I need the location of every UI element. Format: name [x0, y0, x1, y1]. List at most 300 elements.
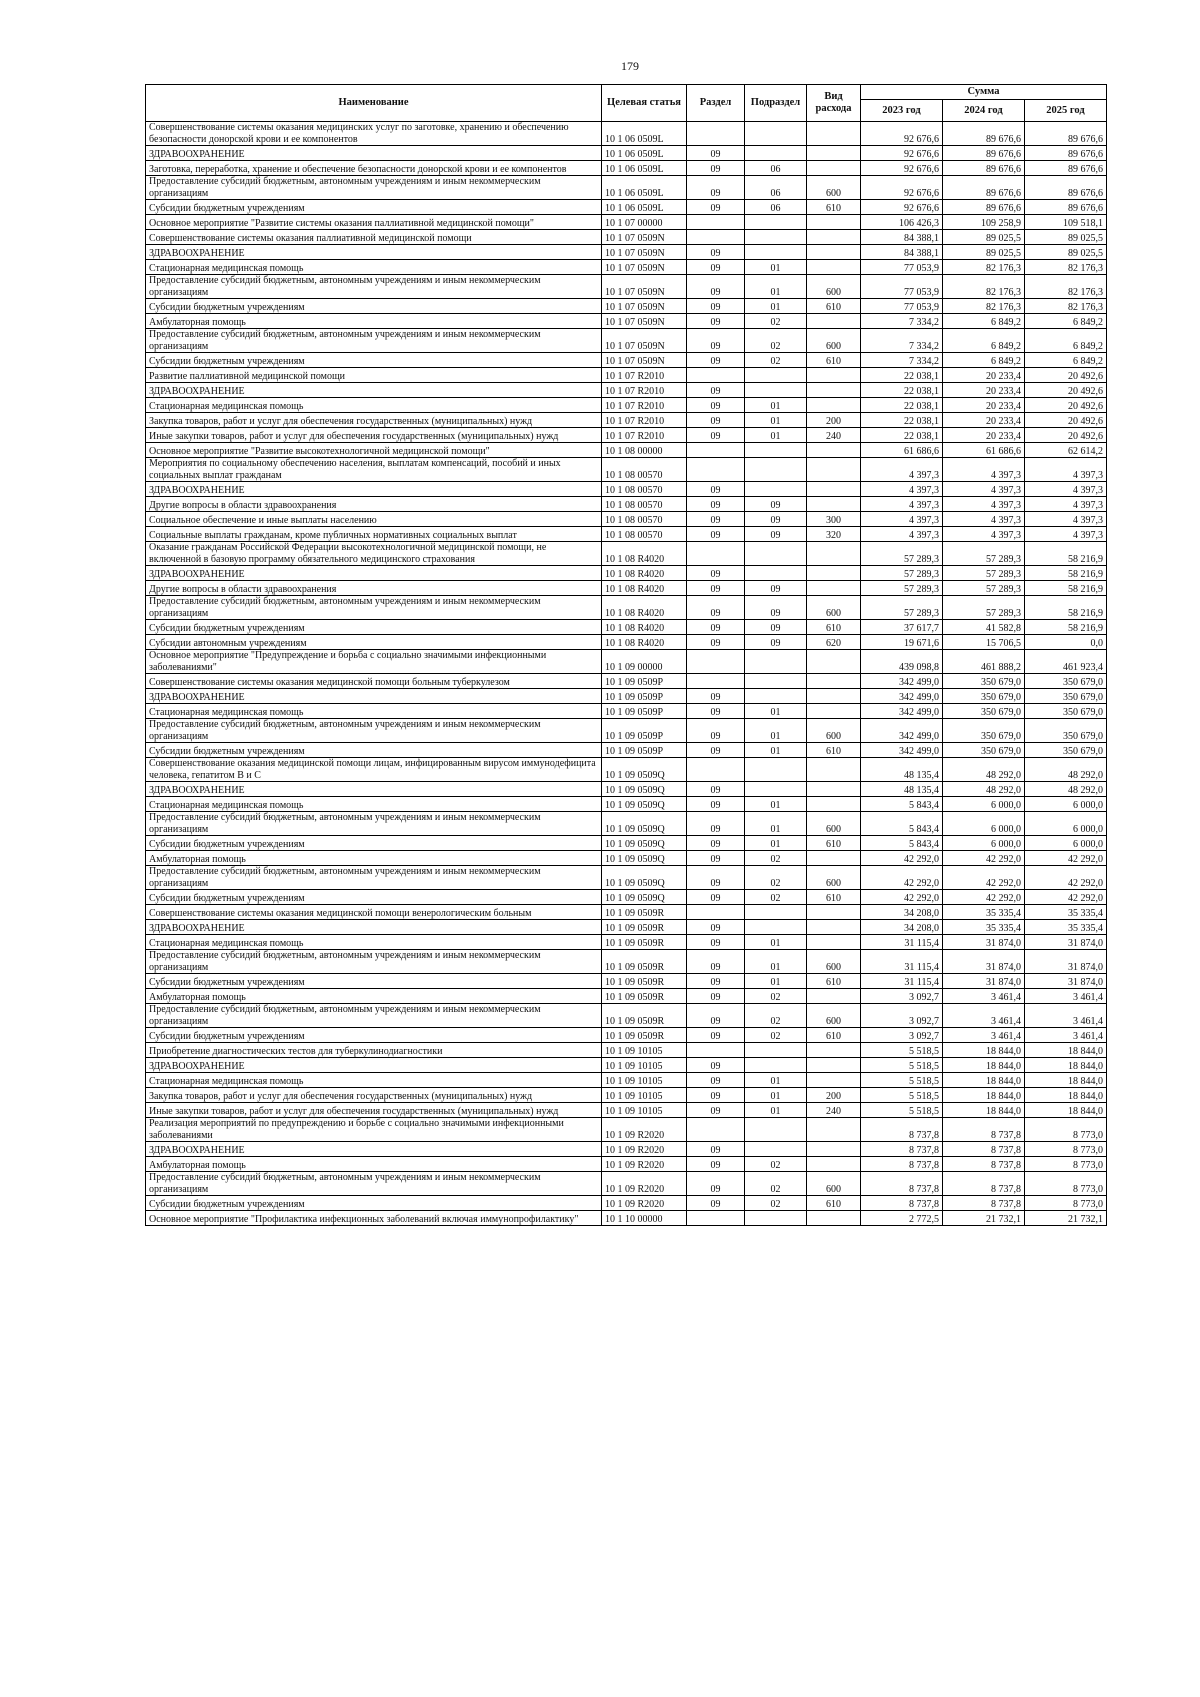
cell-expense-type: 610: [807, 200, 861, 215]
cell-sum-2023: 92 676,6: [861, 200, 943, 215]
table-row: [146, 1004, 1107, 1028]
cell-target-code: 10 1 09 0509Q: [602, 851, 687, 866]
cell-name: Субсидии бюджетным учреждениям: [146, 200, 602, 215]
cell-sum-2023: 4 397,3: [861, 512, 943, 527]
cell-subsection: 02: [745, 866, 807, 890]
cell-section: 09: [687, 812, 745, 836]
header-sum: Сумма: [861, 85, 1107, 100]
cell-name: Амбулаторная помощь: [146, 851, 602, 866]
cell-target-code: 10 1 06 0509L: [602, 161, 687, 176]
cell-expense-type: 600: [807, 1172, 861, 1196]
cell-sum-2025: 350 679,0: [1025, 704, 1107, 719]
cell-subsection: 06: [745, 176, 807, 200]
cell-sum-2024: 20 233,4: [943, 383, 1025, 398]
cell-sum-2024: 82 176,3: [943, 275, 1025, 299]
cell-expense-type: 610: [807, 743, 861, 758]
cell-sum-2023: 5 518,5: [861, 1043, 943, 1058]
cell-section: 09: [687, 299, 745, 314]
cell-section: 09: [687, 743, 745, 758]
cell-section: 09: [687, 512, 745, 527]
page-number: 179: [621, 59, 639, 73]
cell-target-code: 10 1 09 0509Q: [602, 782, 687, 797]
cell-sum-2024: 31 874,0: [943, 974, 1025, 989]
header-year-2023: 2023 год: [861, 100, 943, 122]
cell-sum-2023: 19 671,6: [861, 635, 943, 650]
table-row: [146, 689, 1107, 704]
cell-sum-2025: 18 844,0: [1025, 1088, 1107, 1103]
cell-target-code: 10 1 09 R2020: [602, 1157, 687, 1172]
cell-name: Субсидии бюджетным учреждениям: [146, 1196, 602, 1211]
cell-sum-2024: 18 844,0: [943, 1043, 1025, 1058]
cell-sum-2025: 21 732,1: [1025, 1211, 1107, 1226]
cell-section: 09: [687, 596, 745, 620]
cell-sum-2024: 8 737,8: [943, 1157, 1025, 1172]
cell-sum-2023: 34 208,0: [861, 920, 943, 935]
cell-name: Совершенствование системы оказания паллиативной медицинской помощи: [146, 230, 602, 245]
cell-expense-type: [807, 935, 861, 950]
cell-section: 09: [687, 314, 745, 329]
cell-name: Предоставление субсидий бюджетным, автономным учреждениям и иным некоммерческим организациям: [146, 176, 602, 200]
cell-subsection: 01: [745, 812, 807, 836]
table-body: [146, 122, 1107, 1226]
cell-expense-type: [807, 989, 861, 1004]
cell-sum-2023: 342 499,0: [861, 674, 943, 689]
cell-sum-2025: 31 874,0: [1025, 974, 1107, 989]
cell-expense-type: [807, 1073, 861, 1088]
cell-subsection: 09: [745, 635, 807, 650]
cell-name: Стационарная медицинская помощь: [146, 704, 602, 719]
cell-subsection: 02: [745, 851, 807, 866]
cell-sum-2024: 109 258,9: [943, 215, 1025, 230]
table-row: [146, 950, 1107, 974]
cell-section: [687, 674, 745, 689]
cell-expense-type: 610: [807, 890, 861, 905]
cell-subsection: 09: [745, 596, 807, 620]
cell-expense-type: 600: [807, 275, 861, 299]
cell-subsection: [745, 1043, 807, 1058]
cell-expense-type: 600: [807, 812, 861, 836]
cell-target-code: 10 1 08 R4020: [602, 620, 687, 635]
table-row: [146, 920, 1107, 935]
cell-sum-2023: 439 098,8: [861, 650, 943, 674]
cell-section: 09: [687, 176, 745, 200]
cell-sum-2024: 350 679,0: [943, 719, 1025, 743]
table-row: [146, 383, 1107, 398]
header-code: Целевая статья: [602, 85, 687, 122]
cell-sum-2024: 461 888,2: [943, 650, 1025, 674]
cell-expense-type: [807, 851, 861, 866]
cell-sum-2025: 6 000,0: [1025, 797, 1107, 812]
cell-sum-2023: 8 737,8: [861, 1142, 943, 1157]
cell-section: 09: [687, 527, 745, 542]
cell-sum-2024: 4 397,3: [943, 482, 1025, 497]
table-row: [146, 704, 1107, 719]
cell-subsection: 01: [745, 797, 807, 812]
table-row: [146, 230, 1107, 245]
table-row: [146, 368, 1107, 383]
table-row: [146, 989, 1107, 1004]
cell-sum-2023: 77 053,9: [861, 275, 943, 299]
cell-sum-2024: 350 679,0: [943, 704, 1025, 719]
cell-subsection: 02: [745, 1172, 807, 1196]
table-row: [146, 743, 1107, 758]
cell-sum-2023: 3 092,7: [861, 1028, 943, 1043]
cell-subsection: [745, 1118, 807, 1142]
cell-section: 09: [687, 719, 745, 743]
cell-sum-2023: 57 289,3: [861, 566, 943, 581]
cell-subsection: [745, 905, 807, 920]
cell-sum-2024: 57 289,3: [943, 596, 1025, 620]
cell-expense-type: 200: [807, 413, 861, 428]
cell-sum-2025: 89 676,6: [1025, 146, 1107, 161]
cell-target-code: 10 1 09 10105: [602, 1073, 687, 1088]
cell-name: Социальное обеспечение и иные выплаты населению: [146, 512, 602, 527]
cell-sum-2024: 350 679,0: [943, 674, 1025, 689]
cell-name: Совершенствование системы оказания медицинской помощи больным туберкулезом: [146, 674, 602, 689]
cell-sum-2024: 48 292,0: [943, 758, 1025, 782]
table-row: [146, 1142, 1107, 1157]
cell-subsection: 01: [745, 836, 807, 851]
cell-name: Субсидии бюджетным учреждениям: [146, 299, 602, 314]
cell-subsection: 02: [745, 890, 807, 905]
cell-expense-type: 610: [807, 836, 861, 851]
cell-sum-2024: 8 737,8: [943, 1196, 1025, 1211]
cell-sum-2025: 35 335,4: [1025, 920, 1107, 935]
cell-sum-2025: 18 844,0: [1025, 1073, 1107, 1088]
cell-target-code: 10 1 06 0509L: [602, 146, 687, 161]
cell-sum-2025: 35 335,4: [1025, 905, 1107, 920]
cell-name: Другие вопросы в области здравоохранения: [146, 581, 602, 596]
cell-expense-type: 620: [807, 635, 861, 650]
cell-section: 09: [687, 1004, 745, 1028]
cell-name: Закупка товаров, работ и услуг для обеспечения государственных (муниципальных) нужд: [146, 413, 602, 428]
cell-name: Развитие паллиативной медицинской помощи: [146, 368, 602, 383]
cell-target-code: 10 1 09 0509P: [602, 689, 687, 704]
cell-sum-2023: 48 135,4: [861, 758, 943, 782]
cell-sum-2024: 3 461,4: [943, 989, 1025, 1004]
cell-sum-2024: 6 000,0: [943, 797, 1025, 812]
cell-name: Субсидии автономным учреждениям: [146, 635, 602, 650]
table-row: [146, 200, 1107, 215]
cell-subsection: [745, 146, 807, 161]
cell-subsection: 02: [745, 989, 807, 1004]
table-row: [146, 1172, 1107, 1196]
cell-sum-2024: 89 676,6: [943, 122, 1025, 146]
cell-subsection: [745, 542, 807, 566]
cell-section: 09: [687, 581, 745, 596]
cell-sum-2025: 3 461,4: [1025, 989, 1107, 1004]
cell-sum-2023: 3 092,7: [861, 989, 943, 1004]
table-row: [146, 1043, 1107, 1058]
cell-sum-2024: 20 233,4: [943, 413, 1025, 428]
cell-target-code: 10 1 09 0509Q: [602, 758, 687, 782]
cell-section: 09: [687, 245, 745, 260]
cell-target-code: 10 1 07 R2010: [602, 368, 687, 383]
cell-target-code: 10 1 07 00000: [602, 215, 687, 230]
cell-subsection: 01: [745, 398, 807, 413]
cell-name: ЗДРАВООХРАНЕНИЕ: [146, 482, 602, 497]
cell-target-code: 10 1 09 0509P: [602, 674, 687, 689]
cell-section: [687, 230, 745, 245]
cell-sum-2025: 8 773,0: [1025, 1142, 1107, 1157]
cell-subsection: 01: [745, 719, 807, 743]
cell-expense-type: [807, 797, 861, 812]
cell-section: [687, 1211, 745, 1226]
cell-sum-2025: 6 849,2: [1025, 314, 1107, 329]
cell-sum-2024: 57 289,3: [943, 581, 1025, 596]
cell-section: [687, 905, 745, 920]
cell-sum-2023: 31 115,4: [861, 935, 943, 950]
table-row: [146, 146, 1107, 161]
cell-sum-2024: 89 676,6: [943, 200, 1025, 215]
cell-sum-2024: 350 679,0: [943, 689, 1025, 704]
table-row: [146, 161, 1107, 176]
cell-name: Мероприятия по социальному обеспечению населения, выплатам компенсаций, пособий и иных социальных выплат гражданам: [146, 458, 602, 482]
table-row: [146, 398, 1107, 413]
cell-target-code: 10 1 09 0509Q: [602, 866, 687, 890]
cell-sum-2025: 42 292,0: [1025, 890, 1107, 905]
cell-sum-2025: 6 849,2: [1025, 353, 1107, 368]
cell-name: Приобретение диагностических тестов для туберкулинодиагностики: [146, 1043, 602, 1058]
cell-sum-2025: 18 844,0: [1025, 1103, 1107, 1118]
cell-expense-type: [807, 1142, 861, 1157]
cell-target-code: 10 1 09 10105: [602, 1058, 687, 1073]
cell-name: Амбулаторная помощь: [146, 989, 602, 1004]
cell-sum-2023: 77 053,9: [861, 299, 943, 314]
cell-target-code: 10 1 08 R4020: [602, 566, 687, 581]
cell-expense-type: [807, 215, 861, 230]
table-row: [146, 650, 1107, 674]
cell-sum-2024: 41 582,8: [943, 620, 1025, 635]
cell-section: 09: [687, 890, 745, 905]
cell-sum-2023: 48 135,4: [861, 782, 943, 797]
cell-subsection: 02: [745, 1196, 807, 1211]
cell-expense-type: 240: [807, 1103, 861, 1118]
cell-expense-type: 240: [807, 428, 861, 443]
cell-sum-2024: 57 289,3: [943, 566, 1025, 581]
cell-target-code: 10 1 08 00570: [602, 497, 687, 512]
cell-subsection: [745, 650, 807, 674]
cell-sum-2023: 7 334,2: [861, 314, 943, 329]
cell-section: 09: [687, 689, 745, 704]
cell-target-code: 10 1 09 0509R: [602, 935, 687, 950]
cell-sum-2025: 350 679,0: [1025, 689, 1107, 704]
cell-sum-2025: 48 292,0: [1025, 758, 1107, 782]
cell-name: Совершенствование оказания медицинской помощи лицам, инфицированным вирусом иммунодефицита человека, гепатитом В и С: [146, 758, 602, 782]
cell-sum-2023: 8 737,8: [861, 1172, 943, 1196]
cell-sum-2023: 5 518,5: [861, 1088, 943, 1103]
cell-name: Оказание гражданам Российской Федерации высокотехнологичной медицинской помощи, не включенной в базовую программу обязательного медицинского страхования: [146, 542, 602, 566]
cell-expense-type: [807, 260, 861, 275]
cell-subsection: 02: [745, 1004, 807, 1028]
cell-sum-2023: 22 038,1: [861, 368, 943, 383]
cell-sum-2024: 20 233,4: [943, 368, 1025, 383]
cell-subsection: 09: [745, 512, 807, 527]
cell-sum-2023: 92 676,6: [861, 122, 943, 146]
cell-subsection: 06: [745, 161, 807, 176]
cell-name: Реализация мероприятий по предупреждению и борьбе с социально значимыми инфекционными заболеваниями: [146, 1118, 602, 1142]
table-row: [146, 635, 1107, 650]
cell-sum-2025: 20 492,6: [1025, 413, 1107, 428]
cell-subsection: [745, 368, 807, 383]
cell-section: 09: [687, 329, 745, 353]
cell-subsection: 01: [745, 1073, 807, 1088]
cell-sum-2023: 3 092,7: [861, 1004, 943, 1028]
cell-sum-2023: 7 334,2: [861, 353, 943, 368]
cell-target-code: 10 1 09 0509Q: [602, 812, 687, 836]
cell-sum-2023: 42 292,0: [861, 866, 943, 890]
cell-target-code: 10 1 07 0509N: [602, 230, 687, 245]
cell-expense-type: [807, 398, 861, 413]
cell-section: 09: [687, 146, 745, 161]
cell-sum-2024: 350 679,0: [943, 743, 1025, 758]
cell-sum-2023: 7 334,2: [861, 329, 943, 353]
cell-sum-2023: 34 208,0: [861, 905, 943, 920]
cell-sum-2024: 6 849,2: [943, 353, 1025, 368]
cell-expense-type: [807, 758, 861, 782]
cell-subsection: 02: [745, 1157, 807, 1172]
cell-name: Предоставление субсидий бюджетным, автономным учреждениям и иным некоммерческим организациям: [146, 1004, 602, 1028]
cell-target-code: 10 1 09 0509P: [602, 719, 687, 743]
cell-target-code: 10 1 07 0509N: [602, 314, 687, 329]
cell-section: 09: [687, 275, 745, 299]
cell-expense-type: [807, 122, 861, 146]
cell-name: Предоставление субсидий бюджетным, автономным учреждениям и иным некоммерческим организациям: [146, 329, 602, 353]
header-year-2025: 2025 год: [1025, 100, 1107, 122]
cell-expense-type: [807, 542, 861, 566]
cell-expense-type: [807, 383, 861, 398]
cell-name: Амбулаторная помощь: [146, 314, 602, 329]
cell-target-code: 10 1 07 0509N: [602, 299, 687, 314]
cell-expense-type: [807, 905, 861, 920]
cell-sum-2023: 37 617,7: [861, 620, 943, 635]
cell-sum-2025: 42 292,0: [1025, 866, 1107, 890]
cell-sum-2025: 4 397,3: [1025, 458, 1107, 482]
cell-expense-type: [807, 230, 861, 245]
cell-expense-type: [807, 704, 861, 719]
cell-name: Субсидии бюджетным учреждениям: [146, 620, 602, 635]
cell-sum-2025: 350 679,0: [1025, 674, 1107, 689]
cell-expense-type: [807, 161, 861, 176]
cell-section: 09: [687, 398, 745, 413]
table-row: [146, 1157, 1107, 1172]
cell-sum-2023: 8 737,8: [861, 1196, 943, 1211]
cell-name: Предоставление субсидий бюджетным, автономным учреждениям и иным некоммерческим организациям: [146, 950, 602, 974]
cell-section: 09: [687, 413, 745, 428]
cell-name: Другие вопросы в области здравоохранения: [146, 497, 602, 512]
cell-name: ЗДРАВООХРАНЕНИЕ: [146, 566, 602, 581]
cell-name: Предоставление субсидий бюджетным, автономным учреждениям и иным некоммерческим организациям: [146, 812, 602, 836]
cell-target-code: 10 1 07 0509N: [602, 260, 687, 275]
cell-sum-2023: 22 038,1: [861, 428, 943, 443]
cell-name: Субсидии бюджетным учреждениям: [146, 890, 602, 905]
cell-target-code: 10 1 09 0509R: [602, 920, 687, 935]
cell-sum-2025: 42 292,0: [1025, 851, 1107, 866]
cell-sum-2025: 89 025,5: [1025, 230, 1107, 245]
cell-expense-type: [807, 674, 861, 689]
table-row: [146, 482, 1107, 497]
cell-sum-2024: 6 000,0: [943, 812, 1025, 836]
cell-expense-type: [807, 650, 861, 674]
table-row: [146, 1028, 1107, 1043]
cell-name: ЗДРАВООХРАНЕНИЕ: [146, 920, 602, 935]
cell-subsection: [745, 443, 807, 458]
cell-sum-2023: 5 518,5: [861, 1073, 943, 1088]
cell-sum-2025: 18 844,0: [1025, 1058, 1107, 1073]
cell-expense-type: [807, 443, 861, 458]
cell-sum-2025: 89 676,6: [1025, 176, 1107, 200]
cell-section: [687, 458, 745, 482]
cell-sum-2024: 82 176,3: [943, 299, 1025, 314]
cell-sum-2023: 61 686,6: [861, 443, 943, 458]
cell-name: Основное мероприятие "Предупреждение и борьба с социально значимыми инфекционными заболеваниями": [146, 650, 602, 674]
cell-sum-2025: 58 216,9: [1025, 542, 1107, 566]
cell-section: 09: [687, 353, 745, 368]
cell-sum-2025: 58 216,9: [1025, 596, 1107, 620]
cell-name: Амбулаторная помощь: [146, 1157, 602, 1172]
table-row: [146, 620, 1107, 635]
cell-target-code: 10 1 09 0509Q: [602, 890, 687, 905]
cell-name: ЗДРАВООХРАНЕНИЕ: [146, 245, 602, 260]
cell-name: Предоставление субсидий бюджетным, автономным учреждениям и иным некоммерческим организациям: [146, 719, 602, 743]
cell-subsection: 01: [745, 428, 807, 443]
cell-sum-2023: 5 518,5: [861, 1058, 943, 1073]
cell-sum-2023: 92 676,6: [861, 161, 943, 176]
cell-section: [687, 1118, 745, 1142]
table-row: [146, 215, 1107, 230]
cell-subsection: 01: [745, 1088, 807, 1103]
cell-target-code: 10 1 09 0509Q: [602, 836, 687, 851]
cell-expense-type: 600: [807, 1004, 861, 1028]
cell-sum-2023: 106 426,3: [861, 215, 943, 230]
cell-expense-type: 600: [807, 950, 861, 974]
cell-target-code: 10 1 07 R2010: [602, 428, 687, 443]
cell-section: [687, 122, 745, 146]
cell-expense-type: [807, 581, 861, 596]
cell-target-code: 10 1 09 0509R: [602, 989, 687, 1004]
cell-sum-2024: 57 289,3: [943, 542, 1025, 566]
cell-section: 09: [687, 989, 745, 1004]
cell-section: [687, 542, 745, 566]
cell-expense-type: [807, 458, 861, 482]
cell-target-code: 10 1 09 0509P: [602, 743, 687, 758]
cell-target-code: 10 1 09 0509R: [602, 1004, 687, 1028]
cell-sum-2024: 18 844,0: [943, 1088, 1025, 1103]
cell-sum-2025: 20 492,6: [1025, 428, 1107, 443]
cell-section: 09: [687, 866, 745, 890]
cell-sum-2025: 89 676,6: [1025, 200, 1107, 215]
cell-name: Стационарная медицинская помощь: [146, 260, 602, 275]
cell-sum-2025: 31 874,0: [1025, 950, 1107, 974]
cell-sum-2023: 31 115,4: [861, 950, 943, 974]
table-row: [146, 413, 1107, 428]
cell-sum-2025: 58 216,9: [1025, 566, 1107, 581]
table-row: [146, 329, 1107, 353]
cell-sum-2025: 18 844,0: [1025, 1043, 1107, 1058]
cell-name: ЗДРАВООХРАНЕНИЕ: [146, 1142, 602, 1157]
cell-sum-2025: 8 773,0: [1025, 1172, 1107, 1196]
cell-sum-2024: 35 335,4: [943, 920, 1025, 935]
table-row: [146, 1073, 1107, 1088]
cell-section: 09: [687, 1142, 745, 1157]
cell-name: Предоставление субсидий бюджетным, автономным учреждениям и иным некоммерческим организациям: [146, 275, 602, 299]
cell-section: 09: [687, 950, 745, 974]
cell-sum-2024: 42 292,0: [943, 866, 1025, 890]
cell-expense-type: [807, 1043, 861, 1058]
cell-subsection: [745, 1058, 807, 1073]
cell-target-code: 10 1 09 10105: [602, 1088, 687, 1103]
table-row: [146, 905, 1107, 920]
